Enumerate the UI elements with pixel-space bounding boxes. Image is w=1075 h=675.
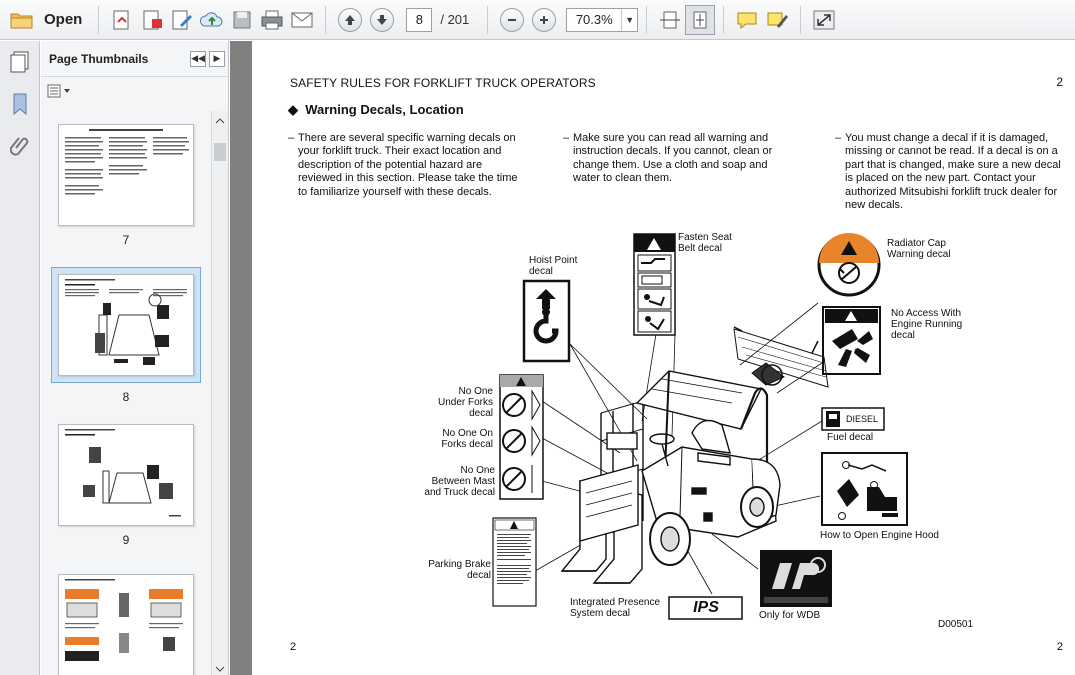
create-pdf-button[interactable] — [107, 5, 137, 35]
arrow-down-icon — [375, 13, 389, 27]
zoom-out-button[interactable] — [500, 8, 524, 32]
thumbnail-page-7[interactable] — [41, 124, 211, 247]
paperclip-icon — [10, 134, 30, 158]
envelope-icon — [290, 9, 314, 31]
pages-icon — [9, 50, 31, 74]
previous-page-button[interactable] — [338, 8, 362, 32]
navigation-pane-strip — [0, 41, 40, 675]
thumbnail-page-10[interactable] — [41, 574, 211, 675]
edit-pdf-icon — [170, 9, 194, 31]
section-title-text: Warning Decals, Location — [305, 102, 464, 117]
thumbnail-page-number: 9 — [122, 533, 130, 547]
diesel-text: DIESEL — [846, 414, 879, 424]
upload-button[interactable] — [197, 5, 227, 35]
page-number-input[interactable]: 8 — [406, 8, 432, 32]
thumbnail-preview — [59, 275, 193, 375]
comment-icon — [735, 9, 759, 31]
bookmarks-tab[interactable] — [0, 83, 40, 125]
footer-page-left: 2 — [290, 641, 297, 653]
ips-logo-text: IPS — [693, 599, 719, 616]
thumbnails-header — [41, 41, 228, 77]
thumbnail-preview — [59, 575, 193, 675]
fit-width-button[interactable] — [655, 5, 685, 35]
thumbnail-list — [41, 111, 211, 675]
engine-hood-label: How to Open Engine Hood — [820, 530, 939, 541]
page-header-title: SAFETY RULES FOR FORKLIFT TRUCK OPERATORS — [290, 76, 596, 90]
column-1-text: There are several specific warning decals on your forklift truck. Their exact location and description of the potential hazard are reviewed in this section. Please take the time to familiarize yourself with these decals. — [298, 132, 518, 198]
thumbnail-preview — [59, 125, 193, 225]
print-icon — [260, 9, 284, 31]
figure-code: D00501 — [938, 619, 974, 630]
options-menu-icon — [47, 83, 73, 99]
toolbar — [0, 0, 1075, 40]
comment-button[interactable] — [732, 5, 762, 35]
parking-brake-decal — [493, 518, 536, 606]
radiator-illustration — [734, 327, 828, 387]
page-header-number: 2 — [1056, 75, 1063, 89]
ips2-logo — [760, 550, 832, 607]
export-pdf-button[interactable] — [137, 5, 167, 35]
folder-icon — [10, 11, 34, 29]
thumbnail-page-number: 7 — [122, 233, 130, 247]
close-panel-button[interactable]: ▶ — [209, 51, 225, 67]
expand-icon — [812, 9, 836, 31]
dash-bullet: – — [835, 132, 842, 144]
parking-brake-label: Parking Brake decal — [428, 559, 491, 581]
arrow-up-icon — [343, 13, 357, 27]
ips-system-label: Integrated Presence System decal — [570, 597, 661, 619]
no-one-under-forks-label: No One Under Forks decal — [437, 386, 493, 419]
thumbnail-scrollbar[interactable] — [211, 111, 228, 675]
fit-page-button[interactable] — [685, 5, 715, 35]
scroll-up-icon[interactable] — [212, 115, 228, 127]
dash-bullet: – — [288, 132, 295, 144]
page-count: / 201 — [440, 12, 470, 27]
fasten-seat-belt-label: Fasten Seat Belt decal — [678, 232, 732, 254]
chevron-down-icon[interactable]: ▼ — [621, 9, 637, 31]
thumbnail-page-number: 8 — [122, 390, 130, 404]
edit-pdf-button[interactable] — [167, 5, 197, 35]
hoist-point-decal — [524, 281, 569, 361]
scrollbar-thumb[interactable] — [214, 143, 226, 161]
attachments-tab[interactable] — [0, 125, 40, 167]
thumbnail-preview — [59, 425, 193, 525]
fullscreen-button[interactable] — [809, 5, 839, 35]
fit-width-icon — [658, 9, 682, 31]
hoist-point-label: Hoist Point decal — [529, 255, 578, 277]
no-access-label: No Access With Engine Running decal — [891, 308, 963, 341]
only-for-wdb-label: Only for WDB — [759, 610, 821, 621]
forklift-illustration — [562, 371, 780, 583]
radiator-cap-label: Radiator Cap Warning decal — [887, 238, 951, 260]
forklift-decal-diagram — [252, 41, 1075, 675]
document-viewer[interactable] — [230, 41, 1075, 675]
email-button[interactable] — [287, 5, 317, 35]
no-one-on-forks-label: No One On Forks decal — [441, 428, 493, 450]
save-button[interactable] — [227, 5, 257, 35]
save-icon — [230, 9, 254, 31]
page-thumbnails-tab[interactable] — [0, 41, 40, 83]
footer-page-right: 2 — [1056, 641, 1063, 653]
panel-title: Page Thumbnails — [49, 51, 149, 66]
thumbnails-panel — [41, 41, 229, 675]
plus-icon — [538, 14, 550, 26]
no-access-decal — [823, 307, 880, 374]
minus-icon — [506, 14, 518, 26]
create-pdf-icon — [110, 9, 134, 31]
dash-bullet: – — [563, 132, 570, 144]
highlight-button[interactable] — [762, 5, 792, 35]
collapse-panel-button[interactable]: ◀◀ — [190, 51, 206, 67]
open-button[interactable] — [0, 4, 90, 36]
scroll-down-icon[interactable] — [212, 663, 228, 675]
next-page-button[interactable] — [370, 8, 394, 32]
export-pdf-icon — [140, 9, 164, 31]
engine-hood-decal — [822, 453, 907, 525]
column-2-text: Make sure you can read all warning and instruction decals. If you cannot, clean or change them. Use a cloth and soap and water to clean them. — [573, 132, 773, 185]
highlighter-icon — [765, 9, 789, 31]
zoom-value: 70.3% — [575, 12, 613, 27]
fit-page-icon — [688, 9, 712, 31]
print-button[interactable] — [257, 5, 287, 35]
no-one-decals — [500, 375, 543, 499]
thumbnail-page-9[interactable] — [41, 424, 211, 547]
cloud-upload-icon — [200, 9, 224, 31]
thumbnail-options[interactable] — [41, 77, 228, 105]
document-page — [252, 41, 1075, 675]
zoom-select[interactable] — [566, 8, 638, 32]
seat-belt-decal — [634, 234, 675, 335]
column-3-text: You must change a decal if it is damaged, missing or cannot be read. If a decal is on a part that is changed, make sure a new decal is placed on the new part. Contact your authorized Mitsubishi forklift truck dealer for new decals. — [845, 132, 1061, 212]
radiator-cap-decal — [819, 233, 879, 295]
open-label: Open — [44, 11, 83, 28]
thumbnail-page-8[interactable] — [41, 267, 211, 404]
fuel-decal-label: Fuel decal — [827, 432, 874, 443]
bookmark-icon — [10, 92, 30, 116]
zoom-in-button[interactable] — [532, 8, 556, 32]
diamond-bullet-icon: ◆ — [288, 102, 298, 117]
no-one-between-label: No One Between Mast and Truck decal — [424, 465, 495, 498]
